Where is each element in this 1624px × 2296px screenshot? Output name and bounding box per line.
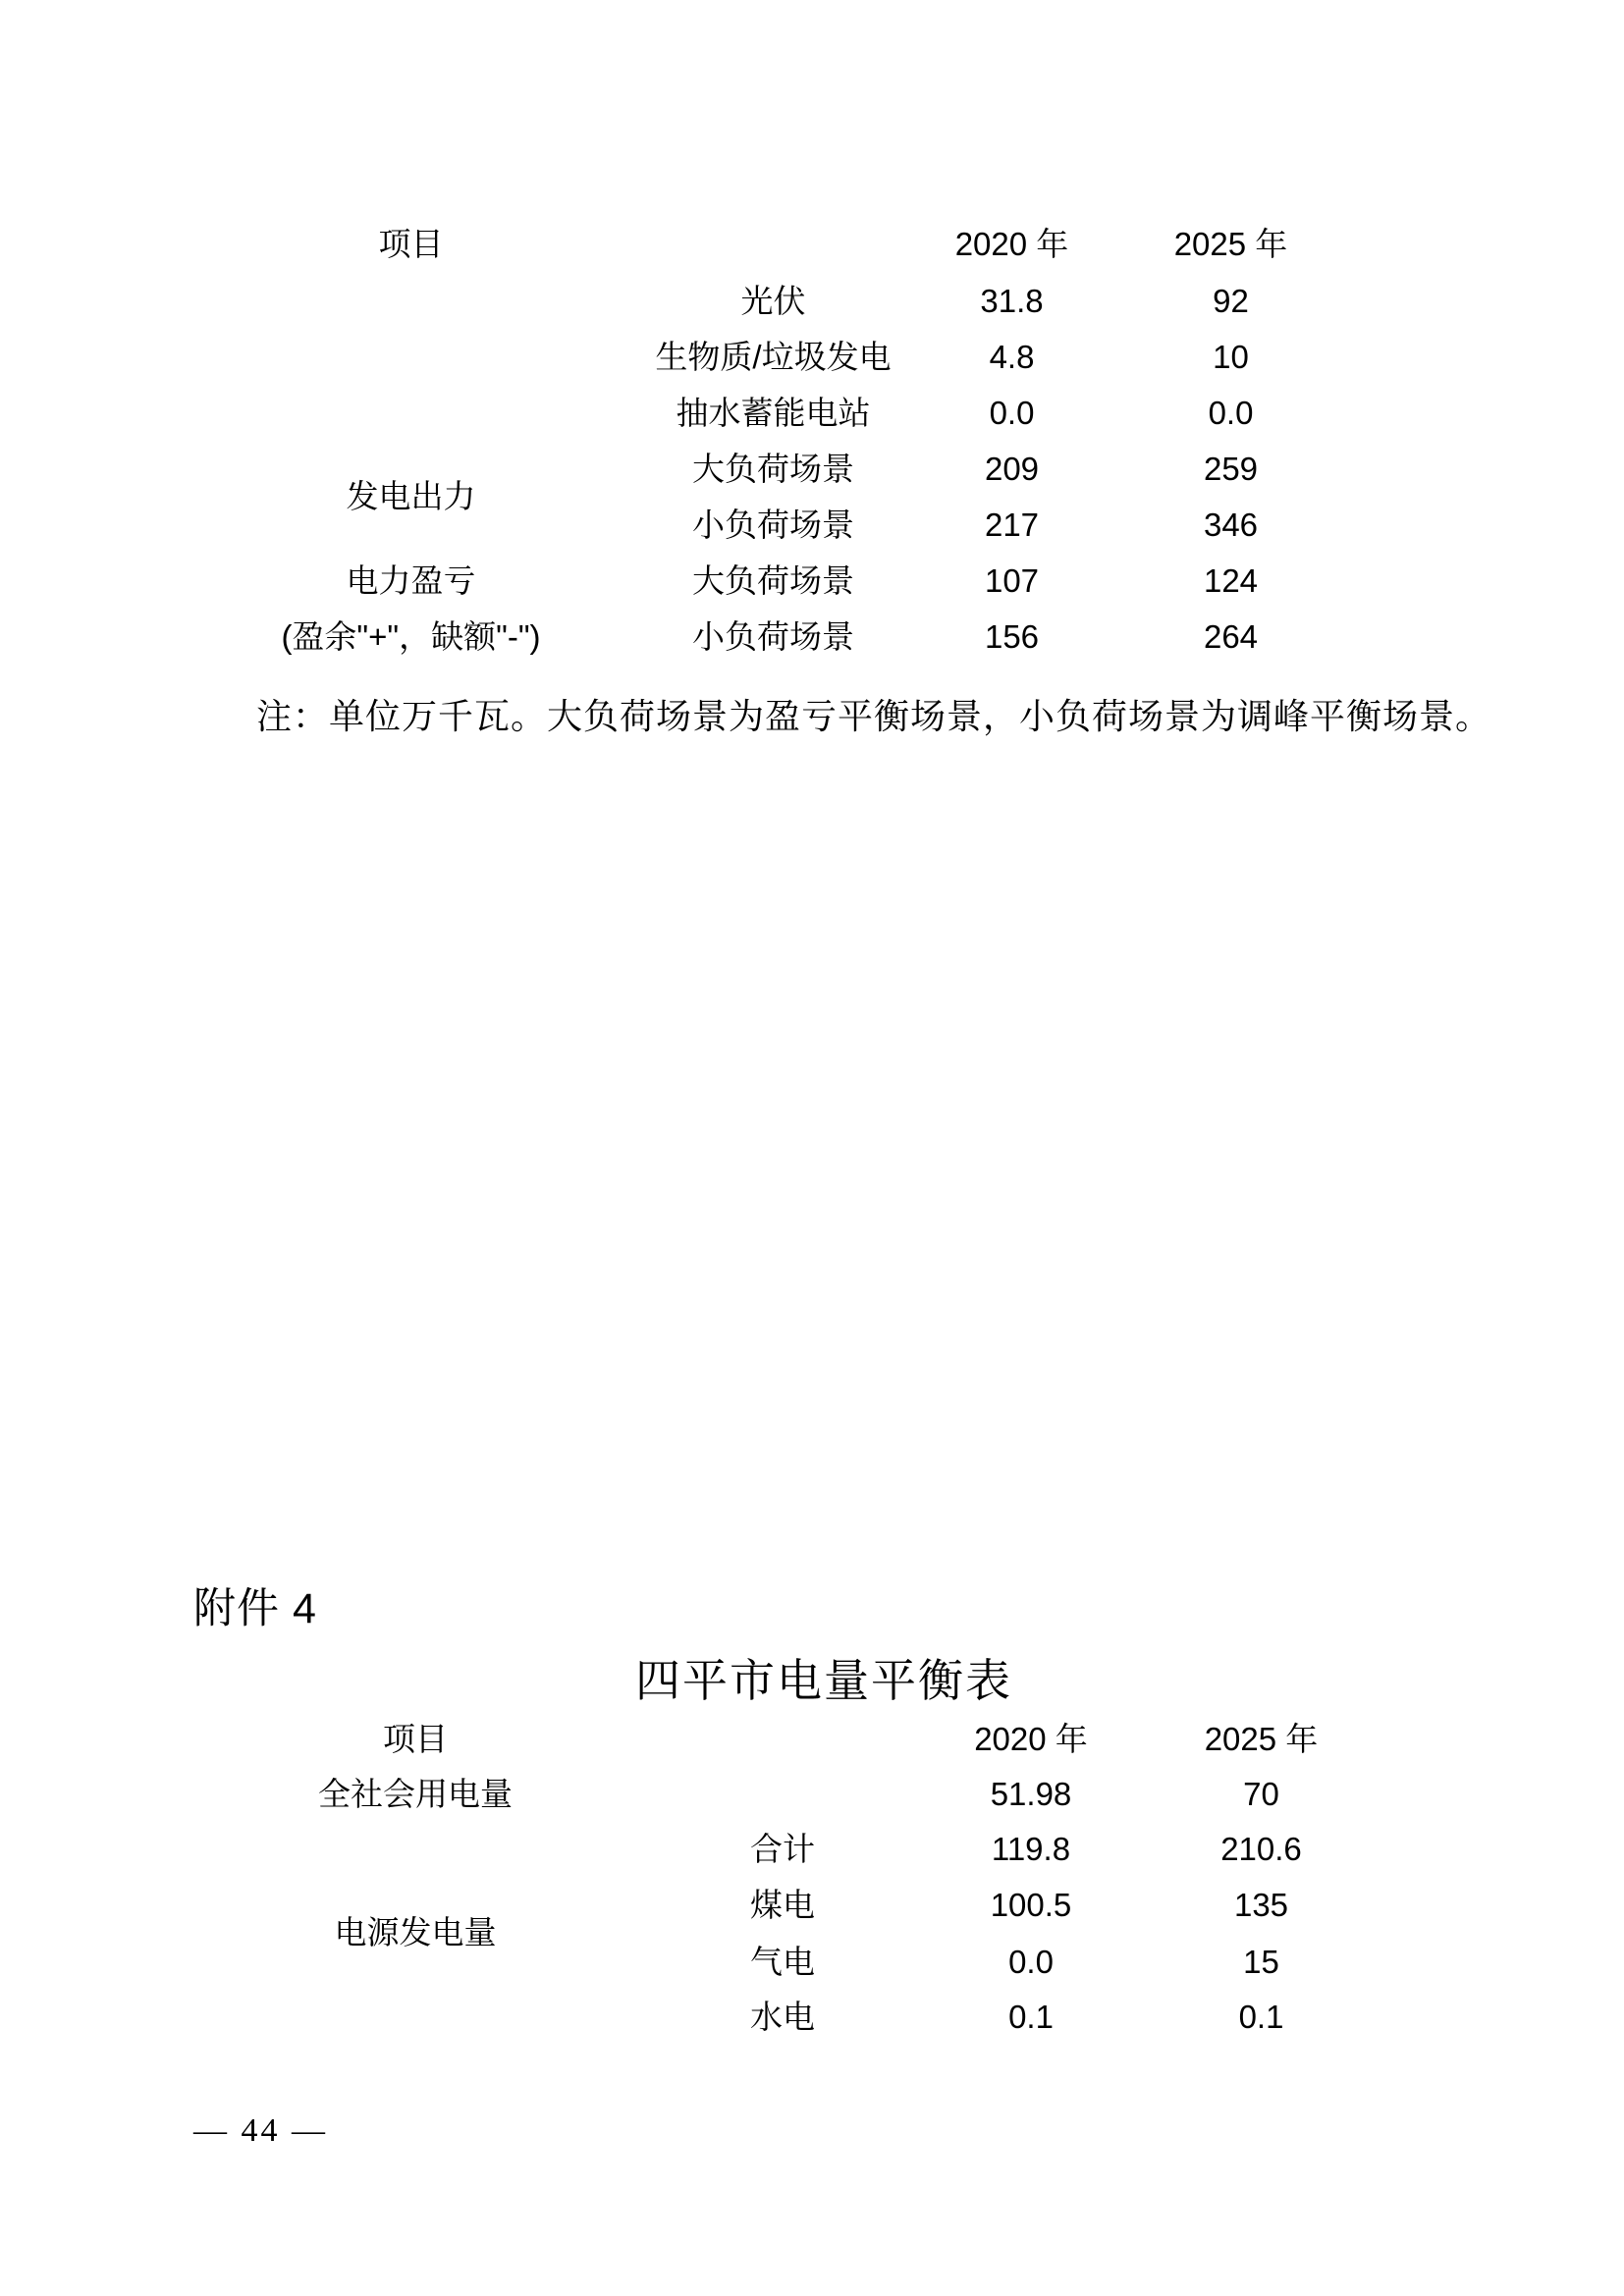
t1-output-high-label: 大负荷场景 bbox=[692, 450, 854, 487]
t1-label-pv: 光伏 bbox=[740, 282, 806, 319]
table2-title: 四平市电量平衡表 bbox=[635, 1655, 1012, 1706]
page-number: — 44 — bbox=[193, 2112, 328, 2149]
t1-balance-sublabel: (盈余"+"，缺额"-") bbox=[281, 617, 541, 655]
t2-total-sub bbox=[651, 1767, 914, 1821]
t1-label-pumped-storage: 抽水蓄能电站 bbox=[676, 394, 871, 431]
t1-header-2025: 2025 年 bbox=[1173, 226, 1288, 263]
t1-output-high-2020: 209 bbox=[984, 450, 1040, 487]
t1-header-2020: 2020 年 bbox=[954, 226, 1069, 263]
capacity-balance-table bbox=[180, 216, 1342, 665]
t2-header-2025: 2025 年 bbox=[1204, 1721, 1319, 1758]
t1-balance-high-2025: 124 bbox=[1203, 561, 1259, 599]
t1-row-pv bbox=[180, 273, 1342, 329]
t2-header-item: 项目 bbox=[383, 1721, 448, 1758]
t2-gas-label: 气电 bbox=[750, 1943, 815, 1980]
t1-output-low-label: 小负荷场景 bbox=[692, 506, 854, 543]
t2-coal-label: 煤电 bbox=[750, 1887, 815, 1924]
t1-header-item: 项目 bbox=[378, 226, 444, 263]
t1-pv-2020: 31.8 bbox=[980, 282, 1044, 319]
t2-header-sub bbox=[651, 1712, 914, 1767]
t2-gas-2025: 15 bbox=[1243, 1943, 1279, 1980]
t1-header-sub bbox=[642, 216, 904, 273]
t1-output-high-2025: 259 bbox=[1203, 450, 1259, 487]
t1-balance-low-2020: 156 bbox=[984, 617, 1040, 655]
t2-group-generation-label: 电源发电量 bbox=[334, 1913, 497, 1950]
t1-label-biomass: 生物质/垃圾发电 bbox=[655, 338, 892, 375]
t2-header-row bbox=[180, 1712, 1375, 1767]
t2-coal-2025: 135 bbox=[1233, 1887, 1289, 1924]
t1-balance-low-label: 小负荷场景 bbox=[692, 617, 854, 655]
t1-pumped-2020: 0.0 bbox=[989, 394, 1035, 431]
t1-balance-high-label: 大负荷场景 bbox=[692, 561, 854, 599]
t1-group-empty bbox=[180, 273, 642, 441]
t1-row-output-high bbox=[180, 441, 1342, 497]
t2-row-gen-total bbox=[180, 1821, 1375, 1877]
t1-balance-label: 电力盈亏 bbox=[346, 561, 476, 599]
t2-gas-2020: 0.0 bbox=[1008, 1943, 1054, 1980]
t2-total-2020: 51.98 bbox=[990, 1775, 1072, 1812]
t2-row-total-consumption bbox=[180, 1767, 1375, 1821]
t1-balance-low-2025: 264 bbox=[1203, 617, 1259, 655]
t2-hydro-2025: 0.1 bbox=[1238, 1998, 1284, 2035]
t2-gen-total-2025: 210.6 bbox=[1220, 1830, 1302, 1867]
t2-gen-total-label: 合计 bbox=[750, 1830, 815, 1867]
t1-group-balance-label bbox=[180, 553, 642, 665]
t2-header-2020: 2020 年 bbox=[974, 1721, 1088, 1758]
t1-row-balance-high bbox=[180, 553, 1342, 609]
t2-total-label: 全社会用电量 bbox=[318, 1775, 513, 1812]
t2-hydro-label: 水电 bbox=[750, 1998, 815, 2035]
t1-balance-label-wrap bbox=[180, 553, 642, 665]
t2-hydro-2020: 0.1 bbox=[1008, 1998, 1054, 2035]
t1-biomass-2025: 10 bbox=[1213, 338, 1249, 375]
t2-coal-2020: 100.5 bbox=[990, 1887, 1072, 1924]
t1-output-low-2025: 346 bbox=[1203, 506, 1259, 543]
t2-gen-total-2020: 119.8 bbox=[991, 1830, 1071, 1867]
energy-balance-table bbox=[180, 1712, 1375, 2044]
table-note: 注：单位万千瓦。大负荷场景为盈亏平衡场景，小负荷场景为调峰平衡场景。 bbox=[256, 696, 1492, 736]
t1-pumped-2025: 0.0 bbox=[1208, 394, 1254, 431]
t1-header-row bbox=[180, 216, 1342, 273]
attachment-label: 附件 4 bbox=[193, 1585, 317, 1632]
t1-biomass-2020: 4.8 bbox=[989, 338, 1035, 375]
t2-total-2025: 70 bbox=[1243, 1775, 1279, 1812]
t1-output-low-2020: 217 bbox=[984, 506, 1040, 543]
t1-group-output-label: 发电出力 bbox=[346, 478, 476, 515]
t1-pv-2025: 92 bbox=[1213, 282, 1249, 319]
t1-balance-high-2020: 107 bbox=[984, 561, 1040, 599]
